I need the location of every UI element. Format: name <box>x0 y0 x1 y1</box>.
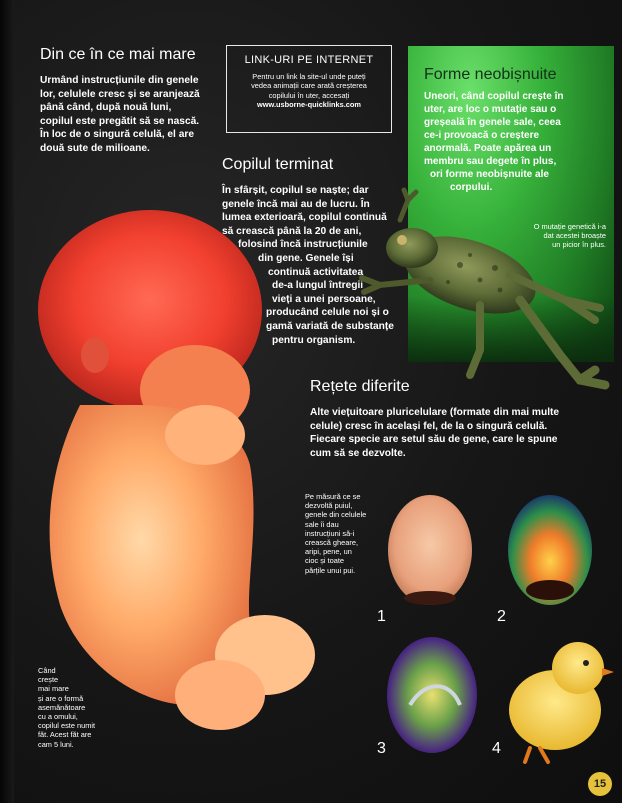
text-line: În loc de o singură celulă, el are <box>40 129 194 141</box>
text-line: continuă activitatea <box>268 266 364 278</box>
bigger-paragraph <box>40 74 220 156</box>
caption-line: copilul este numit <box>38 721 96 731</box>
caption-line: dezvoltă puiul, <box>305 501 353 511</box>
text-line: din gene. Genele își <box>258 252 354 264</box>
egg-2 <box>508 495 592 605</box>
caption-line: făt. Acest făt are <box>38 730 92 740</box>
text-line: genele încă mai au de lucru. În <box>222 198 370 210</box>
text-line: lor, celulele cresc și se aranjează <box>40 88 200 100</box>
text-line: două sute de milioane. <box>40 142 150 154</box>
text-line: de-a lungul întregii <box>272 280 364 292</box>
caption-line: cam 5 luni. <box>38 739 74 749</box>
page-number-badge: 15 <box>588 772 612 796</box>
internet-links-box <box>226 45 392 133</box>
text-line: să crească până la 20 de ani, <box>222 225 362 237</box>
caption-line: instrucțiuni să-i <box>305 528 355 538</box>
caption-line: Pe măsură ce se <box>305 492 361 501</box>
unusual-forms-paragraph <box>424 90 612 194</box>
mutant-frog-illustration <box>350 180 620 400</box>
egg-number-4: 4 <box>492 740 501 757</box>
text-line: anormală. Poate apărea un <box>424 143 552 154</box>
text-line: folosind încă instrucțiunile <box>238 239 368 251</box>
caption-line: O mutație genetică i-a <box>533 222 606 231</box>
egg-number-3: 3 <box>377 740 386 757</box>
text-line: lumea exterioară, copilul continuă <box>222 212 387 224</box>
caption-line: și are o formă <box>38 693 84 703</box>
text-line: În sfârșit, copilul se naște; dar <box>222 185 369 196</box>
links-box-line: Pentru un link la site-ul unde puteți <box>252 72 366 81</box>
text-line: până când, după nouă luni, <box>40 102 172 114</box>
heading-unusual-forms: Forme neobișnuite <box>424 66 557 83</box>
different-recipes-paragraph <box>310 406 610 460</box>
egg-development-sequence <box>380 490 616 770</box>
caption-line: crește <box>38 675 59 685</box>
links-box-line: copilului în uter, accesați <box>268 90 350 100</box>
caption-line: genele din celulele <box>305 510 367 520</box>
text-line: corpului. <box>450 182 493 193</box>
text-line: membru sau degete în plus, <box>424 156 557 167</box>
text-line: Urmând instrucțiunile din genele <box>40 75 199 86</box>
egg-1 <box>388 495 472 605</box>
egg-3 <box>387 637 477 753</box>
text-line: cum să se dezvolte. <box>310 447 406 459</box>
heading-finished-child: Copilul terminat <box>222 156 334 173</box>
text-line: Fiecare specie are setul său de gene, care le spune <box>310 434 558 446</box>
chick <box>509 642 614 762</box>
caption-line: asemănătoare <box>38 702 86 712</box>
links-box-line: vedea animații care arată creșterea <box>251 81 367 91</box>
text-line: vieți a unei persoane, <box>272 293 376 305</box>
text-line: uter, are loc o mutație sau o <box>424 104 557 115</box>
caption-line: un picior în plus. <box>552 240 606 250</box>
text-line: pentru organism. <box>272 334 356 346</box>
heading-different-recipes: Rețete diferite <box>310 378 410 395</box>
fetus-caption <box>38 666 138 749</box>
caption-line: părțile unui pui. <box>305 565 356 575</box>
caption-line: cu a omului, <box>38 712 78 722</box>
text-line: ce-i provoacă o creștere <box>424 130 540 141</box>
text-line: producând celule noi și o <box>266 307 389 319</box>
quicklinks-url[interactable]: www.usborne-quicklinks.com <box>256 100 362 110</box>
egg-caption <box>305 492 385 575</box>
book-spine-shadow <box>0 0 14 803</box>
text-line: ori forme neobișnuite ale <box>430 169 549 180</box>
links-box-title: LINK-URI PE INTERNET <box>244 54 374 66</box>
egg-number-2: 2 <box>497 608 506 625</box>
caption-line: mai mare <box>38 684 69 694</box>
text-line: Alte viețuitoare pluricelulare (formate din mai multe <box>310 407 560 418</box>
caption-line: sale îi dau <box>305 519 339 529</box>
text-line: copilul este pregătit să se nască. <box>40 115 200 127</box>
caption-line: cioc și toate <box>305 556 345 566</box>
caption-line: Când <box>38 666 56 675</box>
caption-line: aripi, pene, un <box>305 547 352 557</box>
text-line: greșeală în genele sale, ceea <box>424 117 561 128</box>
text-line: celule) cresc în același fel, de la o singură celulă. <box>310 420 548 432</box>
text-line: gamă variată de substanțe <box>266 320 394 332</box>
heading-bigger: Din ce în ce mai mare <box>40 46 196 63</box>
caption-line: dat acestei broaște <box>543 231 606 241</box>
caption-line: crească gheare, <box>305 538 358 548</box>
egg-number-1: 1 <box>377 608 386 625</box>
text-line: Uneori, când copilul crește în <box>424 91 564 102</box>
